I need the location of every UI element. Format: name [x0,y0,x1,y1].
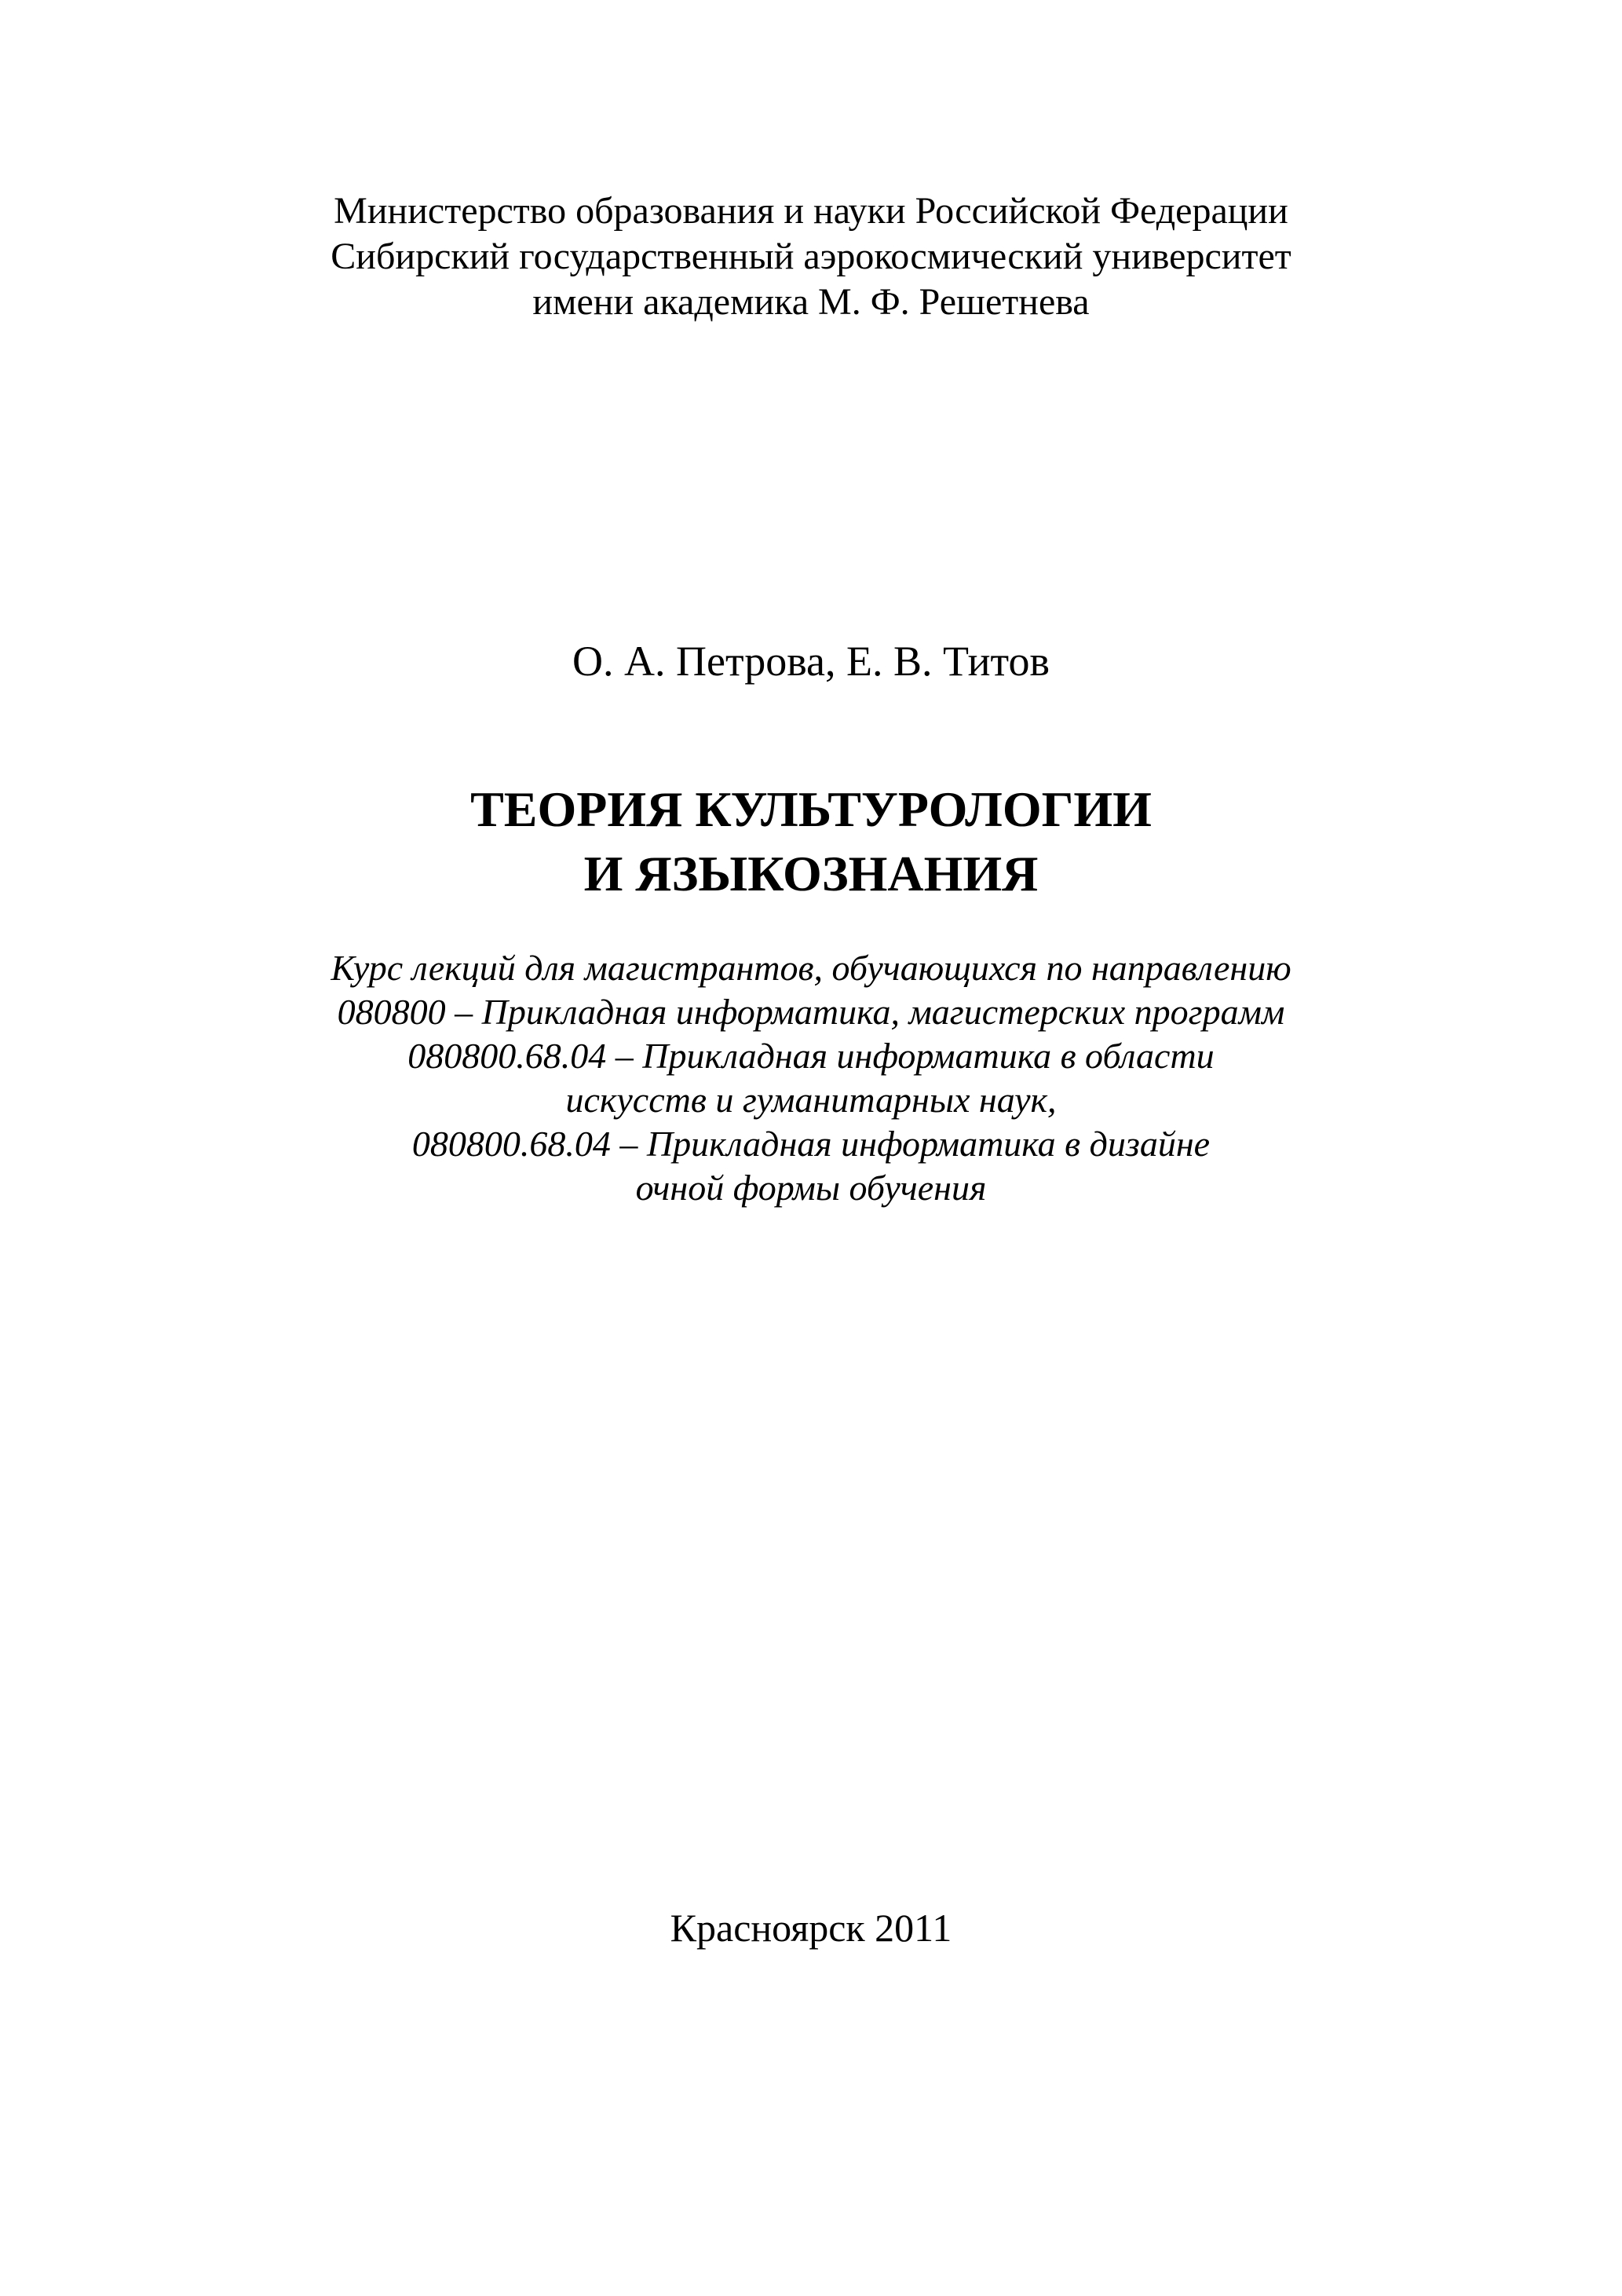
description-line: 080800 – Прикладная информатика, магистерских программ [337,992,1285,1032]
university-line: Сибирский государственный аэрокосмический университет [331,236,1291,277]
ministry-line: Министерство образования и науки Российской Федерации [334,190,1288,232]
description-line: Курс лекций для магистрантов, обучающихся по направлению [331,948,1291,988]
description-line: очной формы обучения [635,1168,987,1208]
institution-header [0,188,1622,325]
course-description [0,946,1622,1210]
description-line: 080800.68.04 – Прикладная информатика в дизайне [411,1124,1211,1164]
university-name-line: имени академика М. Ф. Решетнева [532,281,1090,323]
description-line: 080800.68.04 – Прикладная информатика в области [407,1036,1215,1076]
document-title [0,777,1622,906]
title-line-2: И ЯЗЫКОЗНАНИЯ [583,846,1039,901]
title-line-1: ТЕОРИЯ КУЛЬТУРОЛОГИИ [470,781,1152,837]
authors: О. А. Петрова, Е. В. Титов [572,638,1050,685]
place-and-year: Красноярск 2011 [670,1906,952,1950]
description-line: искусств и гуманитарных наук, [565,1080,1057,1120]
